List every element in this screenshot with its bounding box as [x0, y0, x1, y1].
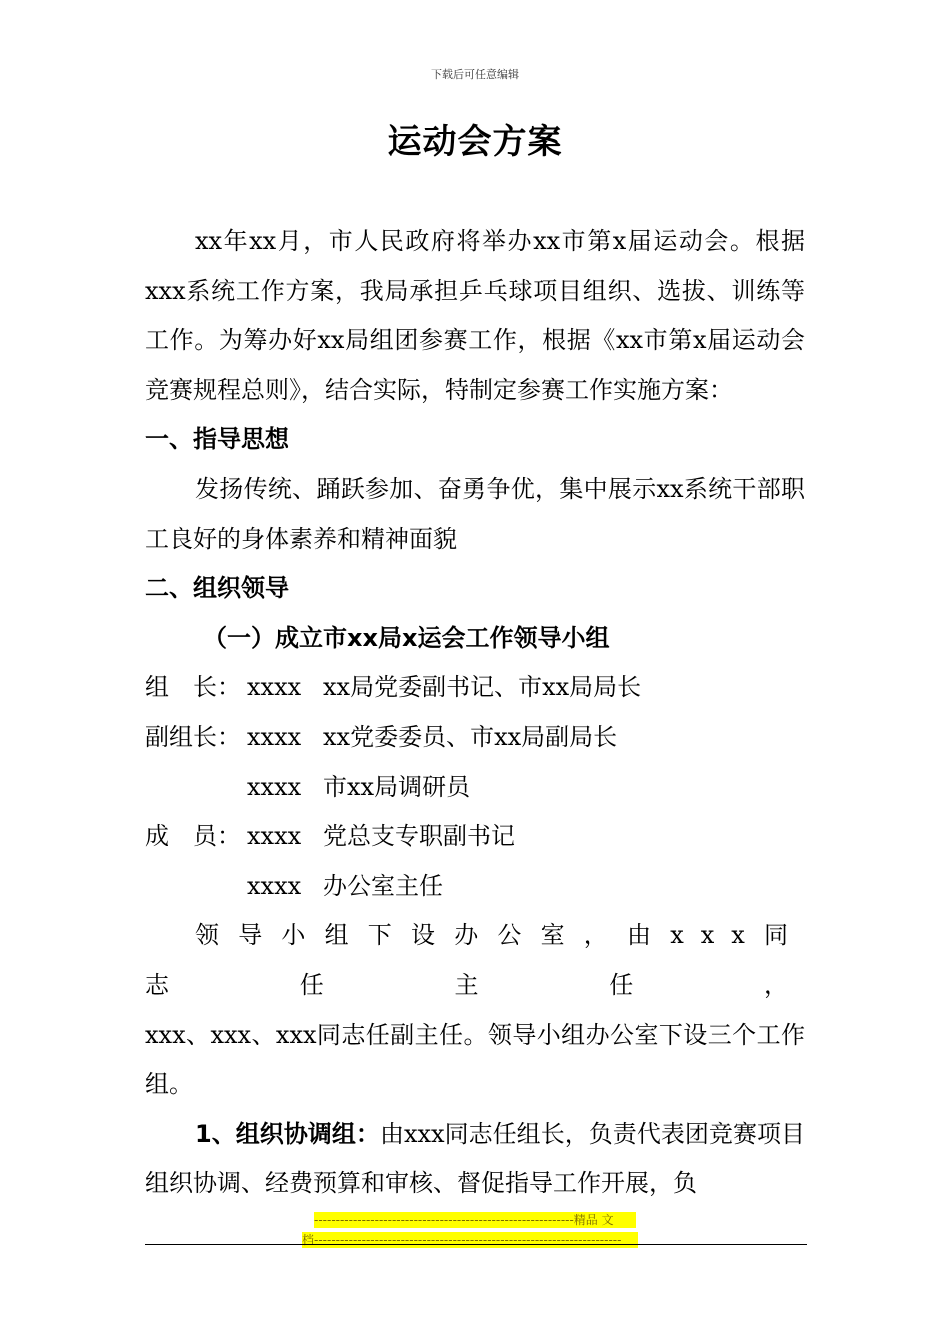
member-label	[145, 862, 247, 912]
member-label: 成 员：	[145, 822, 241, 851]
member-role: 党总支专职副书记	[323, 822, 515, 851]
member-role: 市xx局调研员	[323, 772, 471, 801]
member-label: 副组长：	[145, 722, 241, 751]
member-row	[145, 862, 805, 912]
office-paragraph-rest: xxx、xxx、xxx同志任副主任。领导小组办公室下设三个工作组。	[145, 1020, 805, 1099]
footer-watermark	[302, 1212, 650, 1252]
header-note: 下载后可任意编辑	[431, 68, 519, 81]
member-row	[145, 812, 805, 862]
group1-paragraph	[145, 1110, 805, 1209]
guiding-ideology-paragraph: 发扬传统、踊跃参加、奋勇争优，集中展示xx系统干部职工良好的身体素养和精神面貌	[145, 474, 805, 553]
member-name: xxxx	[247, 871, 302, 900]
footer-divider	[145, 1244, 807, 1245]
member-row	[145, 763, 805, 813]
footer-watermark-line2: 档-----------------------------------------------------------------------	[302, 1232, 638, 1248]
document-body	[145, 217, 805, 1209]
group1-text: 由xxx同志任组长，负责代表团竞赛项目组织协调、经费预算和审核、督促指导工作开展，负	[145, 1119, 806, 1198]
intro-paragraph: xx年xx月，市人民政府将举办xx市第x届运动会。根据xxx系统工作方案，我局承担乒乓球项目组织、选拔、训练等工作。为筹办好xx局组团参赛工作，根据《xx市第x届运动会竞赛规程总则》，结合实际，特制定参赛工作实施方案：	[145, 227, 805, 404]
group1-label: 1、组织协调组：	[195, 1119, 380, 1148]
section-heading-guiding-ideology: 一、指导思想	[145, 425, 289, 454]
sub-heading-leading-group: （一）成立市xx局x运会工作领导小组	[203, 623, 610, 652]
footer-watermark-line1: ------------------------------------------------------------精品 文	[314, 1212, 636, 1228]
office-paragraph-first-line: 领导小组下设办公室，由xxx同志任主任，	[145, 921, 805, 999]
member-name: xxxx	[247, 722, 302, 751]
section-heading-organization: 二、组织领导	[145, 574, 289, 603]
member-row	[145, 713, 805, 763]
member-label	[145, 763, 247, 813]
member-name: xxxx	[247, 822, 302, 851]
member-label: 组 长：	[145, 673, 241, 702]
member-role: xx局党委副书记、市xx局局长	[323, 673, 642, 702]
member-name: xxxx	[247, 772, 302, 801]
member-role: xx党委委员、市xx局副局长	[323, 722, 618, 751]
member-name: xxxx	[247, 673, 302, 702]
member-row	[145, 663, 805, 713]
member-role: 办公室主任	[323, 871, 443, 900]
document-title: 运动会方案	[387, 122, 563, 162]
